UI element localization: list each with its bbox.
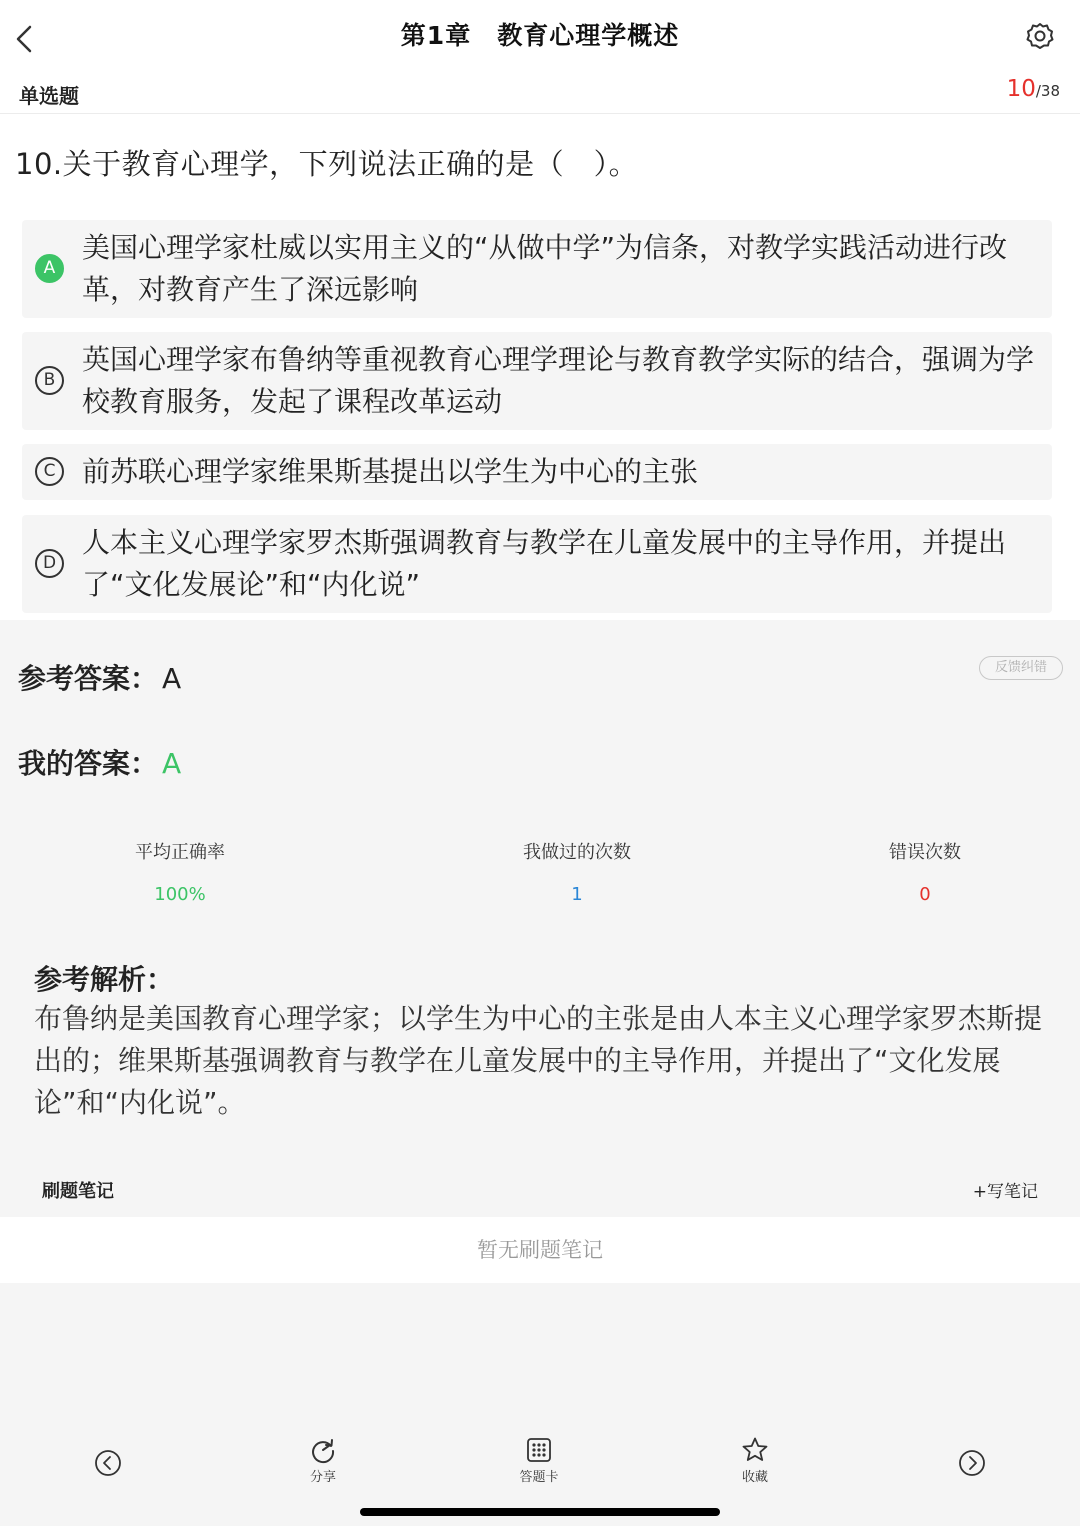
notes-label: 刷题笔记 (42, 1181, 114, 1202)
question-type: 单选题 (19, 84, 79, 108)
analysis-text: 布鲁纳是美国教育心理学家；以学生为中心的主张是由人本主义心理学家罗杰斯提出的；维果斯基强调教育与教学在儿童发展中的主导作用，并提出了“文化发展论”和“内化说”。 (34, 1002, 1043, 1119)
option-b[interactable] (22, 332, 1052, 430)
option-d-text: 人本主义心理学家罗杰斯强调教育与教学在儿童发展中的主导作用，并提出了“文化发展论”和“内化说” (82, 526, 1007, 601)
option-d[interactable] (22, 515, 1052, 613)
favorite-button[interactable] (715, 1436, 795, 1485)
my-answer (18, 742, 181, 782)
reference-answer-value: A (162, 662, 182, 695)
stat-errors-label: 错误次数 (889, 842, 961, 863)
reference-answer-label: 参考答案： (18, 662, 159, 695)
feedback-button[interactable]: 反馈纠错 (979, 656, 1063, 680)
share-icon (309, 1436, 337, 1464)
option-a[interactable] (22, 220, 1052, 318)
question-text: 10.关于教育心理学，下列说法正确的是（ ）。 (15, 147, 639, 181)
answer-card-button[interactable] (499, 1436, 579, 1485)
chevron-left-circle-icon (94, 1449, 122, 1477)
stat-accuracy-value: 100% (154, 884, 206, 905)
write-note-button[interactable]: +写笔记 (972, 1182, 1038, 1202)
stat-attempts-value: 1 (571, 884, 583, 905)
option-a-text: 美国心理学家杜威以实用主义的“从做中学”为信条，对教学实践活动进行改革，对教育产生了深远影响 (82, 231, 1008, 306)
chevron-right-circle-icon (958, 1449, 986, 1477)
option-a-mark: A (35, 254, 64, 283)
option-c-mark: C (35, 457, 64, 486)
header (0, 0, 1080, 72)
star-icon (741, 1436, 769, 1464)
answer-card-label: 答题卡 (519, 1470, 559, 1485)
question-progress (1007, 76, 1060, 102)
share-label: 分享 (309, 1470, 336, 1485)
option-c-text: 前苏联心理学家维果斯基提出以学生为中心的主张 (82, 455, 699, 488)
favorite-label: 收藏 (741, 1470, 768, 1485)
my-answer-value: A (162, 747, 182, 780)
stat-attempts (457, 838, 697, 905)
gear-icon[interactable] (1026, 22, 1054, 50)
my-answer-label: 我的答案： (18, 747, 159, 780)
stat-accuracy (60, 838, 300, 905)
grid-icon (525, 1436, 553, 1464)
reference-answer (18, 657, 181, 697)
option-c[interactable] (22, 444, 1052, 500)
stat-errors-value: 0 (919, 884, 931, 905)
notes-empty-state: 暂无刷题笔记 (0, 1217, 1080, 1283)
option-b-text: 英国心理学家布鲁纳等重视教育心理学理论与教育教学实际的结合，强调为学校教育服务，发起了课程改革运动 (82, 343, 1035, 418)
stat-attempts-label: 我做过的次数 (523, 842, 631, 863)
stat-errors (805, 838, 1045, 905)
subbar (0, 72, 1080, 114)
analysis-title: 参考解析： (34, 963, 175, 996)
page-title: 第1章 教育心理学概述 (400, 21, 680, 50)
option-d-mark: D (35, 549, 64, 578)
option-b-mark: B (35, 366, 64, 395)
share-button[interactable] (283, 1436, 363, 1485)
prev-question-button[interactable] (68, 1449, 148, 1477)
home-indicator (360, 1508, 720, 1516)
stat-accuracy-label: 平均正确率 (135, 842, 225, 863)
next-question-button[interactable] (932, 1449, 1012, 1477)
progress-current: 10 (1006, 76, 1036, 102)
progress-total: /38 (1035, 82, 1060, 100)
